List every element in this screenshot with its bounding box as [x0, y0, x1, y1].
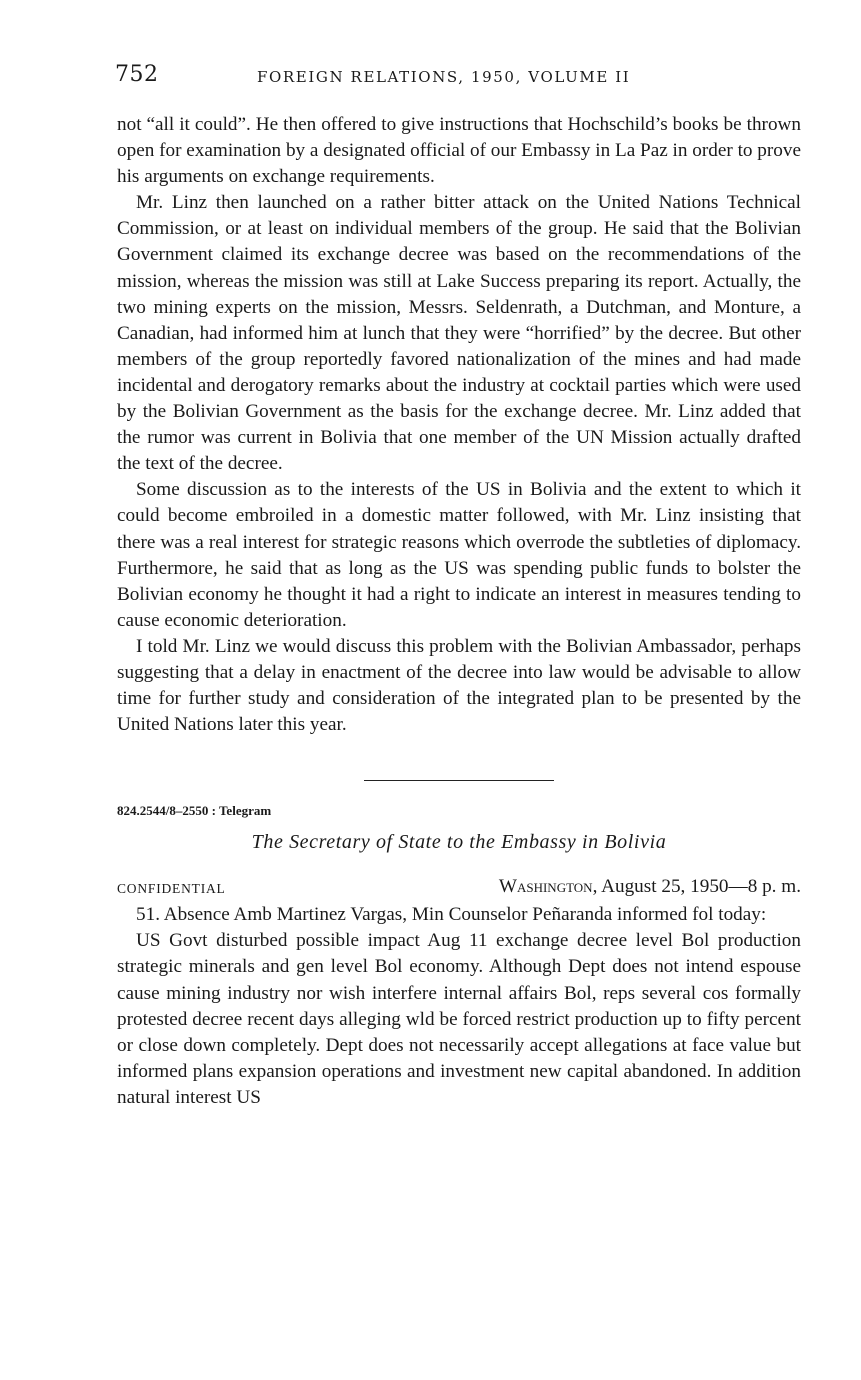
place-and-date — [499, 876, 801, 898]
classification-label: CONFIDENTIAL — [117, 881, 226, 897]
date-time: , August 25, 1950—8 p. m. — [592, 876, 801, 898]
page-number: 752 — [115, 62, 159, 87]
document-title: The Secretary of State to the Embassy in Bolivia — [251, 831, 667, 854]
telegram-paragraph-2: US Govt disturbed possible impact Aug 11 exchange decree level Bol production strategic minerals and gen level Bol economy. Although Dept does not intend espouse cause mining industry nor wish interfere internal affairs Bol, reps several cos formally protested decree recent days alleging wld be forced restrict production up to fifty percent or close down completely. Dept does not necessarily accept allegations at face value but informed plans expansion operations and investment new capital abandoned. In addition natural interest US — [117, 930, 801, 1108]
telegram-paragraph-1: 51. Absence Amb Martinez Vargas, Min Counselor Peñaranda informed fol today: — [136, 904, 767, 926]
page-header — [117, 62, 801, 90]
file-reference: 824.2544/8–2550 : Telegram — [117, 803, 272, 819]
section-divider — [364, 780, 554, 781]
memo-paragraph-2: Mr. Linz then launched on a rather bitter attack on the United Nations Technical Commission, or at least on individual members of the group. He said that the Bolivian Government claimed its exchange decree was based on the recommendations of the mission, whereas the mission was still at Lake Success preparing its report. Actually, the two mining experts on the mission, Messrs. Seldenrath, a Dutchman, and Monture, a Canadian, had informed him at lunch that they were “horrified” by the decree. But other members of the group reportedly favored nationalization of the mines and had made incidental and derogatory remarks about the industry at cocktail parties which were used by the Bolivian Government as the basis for the exchange decree. Mr. Linz added that the rumor was current in Bolivia that one member of the UN Mission actually drafted the text of the decree. — [117, 192, 801, 475]
memo-paragraph-3: Some discussion as to the interests of the US in Bolivia and the extent to which it could become embroiled in a domestic matter followed, with Mr. Linz insisting that there was a real interest for strategic reasons which overrode the subtleties of diplomacy. Furthermore, he said that as long as the US was spending public funds to bolster the Bolivian economy he thought it had a right to indicate an interest in measures tending to cause economic deterioration. — [117, 479, 801, 631]
memo-paragraph-1: not “all it could”. He then offered to give instructions that Hochschild’s books be thrown open for examination by a designated official of our Embassy in La Paz in order to prove his arguments on exchange requirements. — [117, 114, 801, 188]
place-name: Washington — [498, 876, 593, 898]
memo-paragraph-4: I told Mr. Linz we would discuss this problem with the Bolivian Ambassador, perhaps suggesting that a delay in enactment of the decree into law would be advisable to allow time for further study and consideration of the integrated plan to be presented by the United Nations later this year. — [117, 635, 801, 736]
document-page — [117, 62, 801, 1111]
dateline — [117, 876, 801, 902]
running-head: FOREIGN RELATIONS, 1950, VOLUME II — [257, 68, 631, 86]
